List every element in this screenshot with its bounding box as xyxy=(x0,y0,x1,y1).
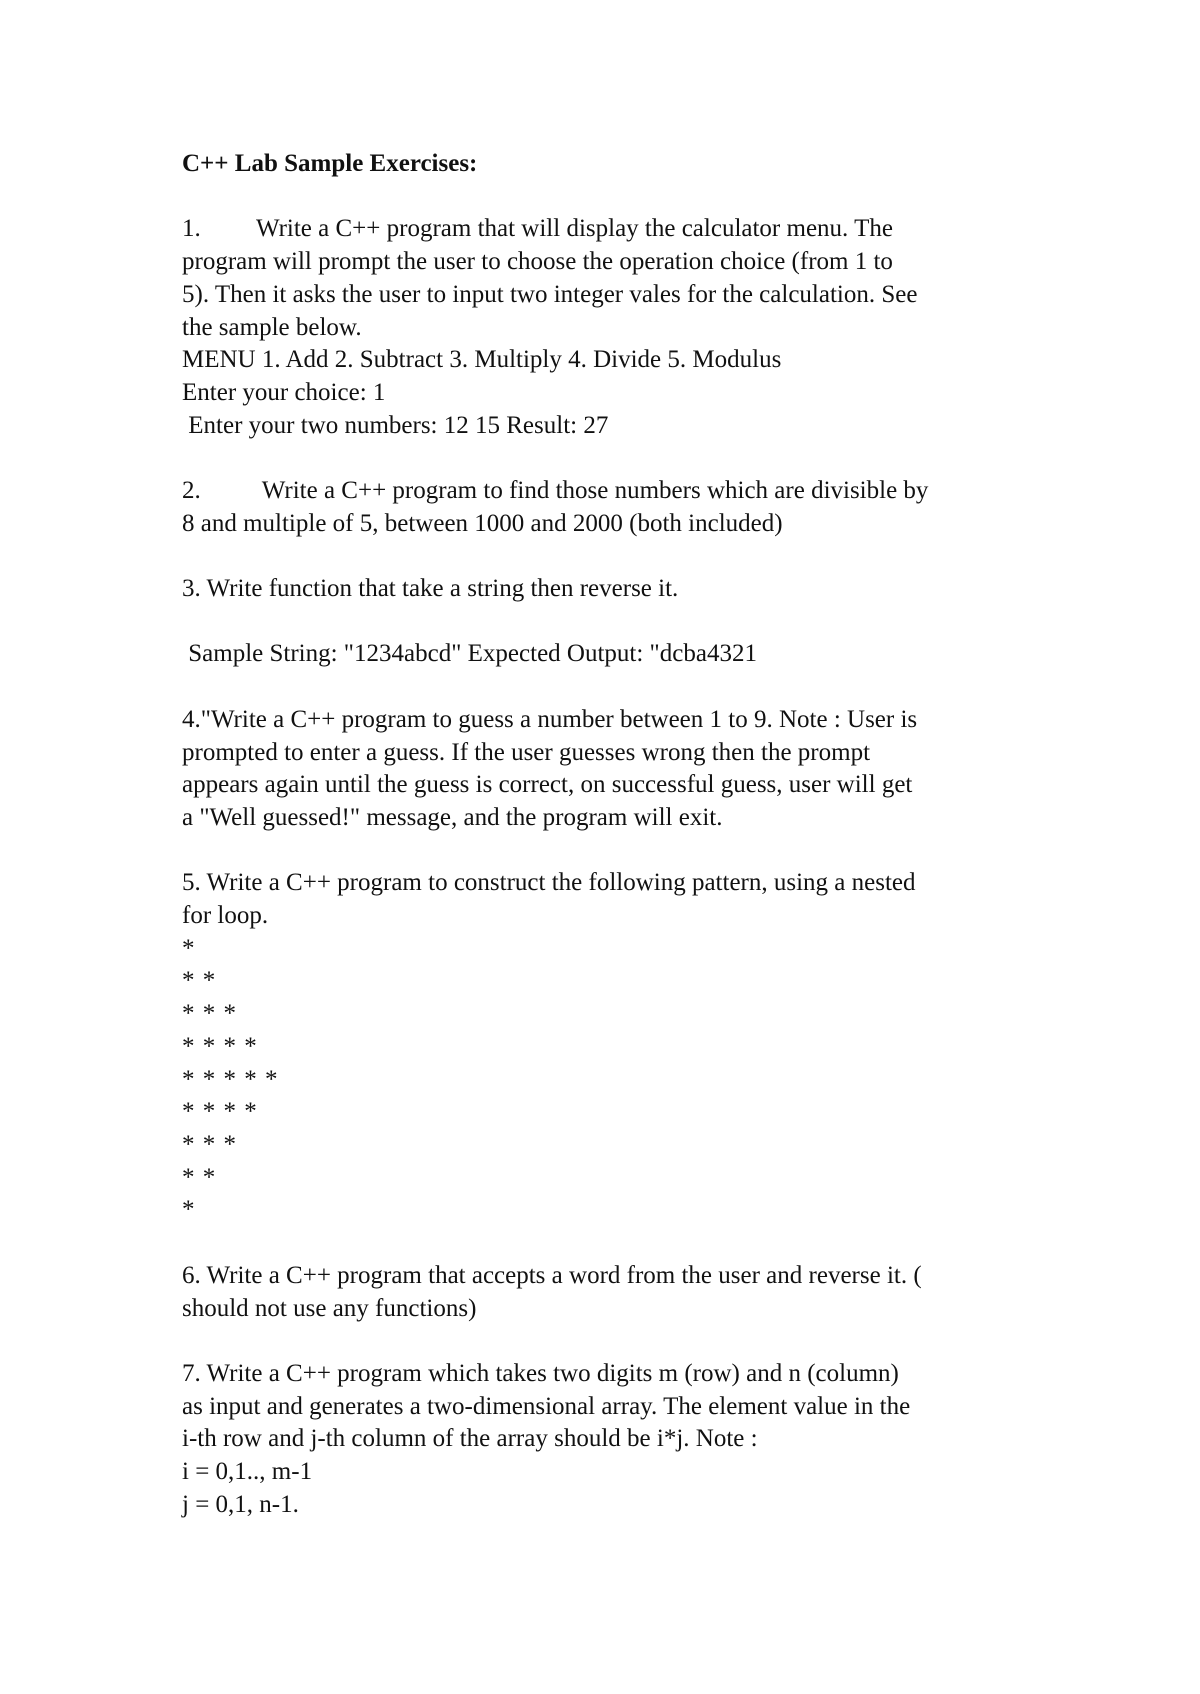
exercise-text: Write a C++ program to find those numbers which are divisible by xyxy=(256,477,929,504)
star-pattern-row: * * * xyxy=(182,1000,237,1028)
exercise-text: Write a C++ program that will display the calculator menu. The xyxy=(256,215,893,243)
document-body xyxy=(182,148,1042,1521)
star-pattern-row: * * xyxy=(182,1163,217,1191)
exercise-4-line: appears again until the guess is correct, on successful guess, user will get xyxy=(182,771,913,799)
exercise-1-line: MENU 1. Add 2. Subtract 3. Multiply 4. Divide 5. Modulus xyxy=(182,346,782,374)
exercise-4-line: prompted to enter a guess. If the user guesses wrong then the prompt xyxy=(182,738,871,766)
exercise-7-line: i = 0,1.., m-1 xyxy=(182,1458,313,1485)
exercise-2 xyxy=(182,475,1042,540)
exercise-5-line: 5. Write a C++ program to construct the following pattern, using a nested xyxy=(182,869,916,897)
exercise-6 xyxy=(182,1260,1042,1325)
exercise-1-line: 5). Then it asks the user to input two integer vales for the calculation. See xyxy=(182,280,918,308)
star-pattern-row: * xyxy=(182,934,196,962)
exercise-number: 1. xyxy=(182,215,201,243)
exercise-7-line: i-th row and j-th column of the array should be i*j. Note : xyxy=(182,1425,758,1453)
exercise-4 xyxy=(182,704,1042,835)
exercise-7-line: 7. Write a C++ program which takes two digits m (row) and n (column) xyxy=(182,1359,899,1387)
exercise-7-line: as input and generates a two-dimensional array. The element value in the xyxy=(182,1392,911,1420)
exercise-6-line: 6. Write a C++ program that accepts a word from the user and reverse it. ( xyxy=(182,1261,922,1289)
exercise-1-line: the sample below. xyxy=(182,313,362,341)
exercise-1-line xyxy=(182,213,1042,246)
exercise-7-line: j = 0,1, n-1. xyxy=(182,1490,299,1518)
exercise-3-line: 3. Write function that take a string then reverse it. xyxy=(182,575,679,603)
exercise-1 xyxy=(182,213,1042,442)
exercise-7 xyxy=(182,1358,1042,1522)
star-pattern-row: * * * * xyxy=(182,1098,258,1126)
star-pattern-row: * * * * xyxy=(182,1032,258,1060)
exercise-4-line: a "Well guessed!" message, and the program will exit. xyxy=(182,803,723,831)
star-pattern-row: * * xyxy=(182,967,217,995)
exercise-1-line: Enter your two numbers: 12 15 Result: 27 xyxy=(182,411,609,439)
exercise-2-line xyxy=(182,475,1042,508)
star-pattern-row: * * * * * xyxy=(182,1065,279,1093)
star-pattern xyxy=(182,933,1042,1227)
exercise-6-line: should not use any functions) xyxy=(182,1294,477,1322)
star-pattern-row: * * * xyxy=(182,1131,237,1158)
exercise-2-line: 8 and multiple of 5, between 1000 and 2000 (both included) xyxy=(182,509,783,537)
exercise-4-line: 4."Write a C++ program to guess a number between 1 to 9. Note : User is xyxy=(182,705,918,733)
exercise-1-line: program will prompt the user to choose the operation choice (from 1 to xyxy=(182,248,893,276)
exercise-3 xyxy=(182,573,1042,671)
document-title: C++ Lab Sample Exercises: xyxy=(182,150,478,177)
exercise-3-sample: Sample String: "1234abcd" Expected Output: "dcba4321 xyxy=(182,640,757,668)
exercise-number: 2. xyxy=(182,477,201,504)
star-pattern-row: * xyxy=(182,1196,196,1224)
exercise-1-line: Enter your choice: 1 xyxy=(182,378,386,406)
exercise-5-line: for loop. xyxy=(182,902,269,930)
exercise-5 xyxy=(182,867,1042,1227)
